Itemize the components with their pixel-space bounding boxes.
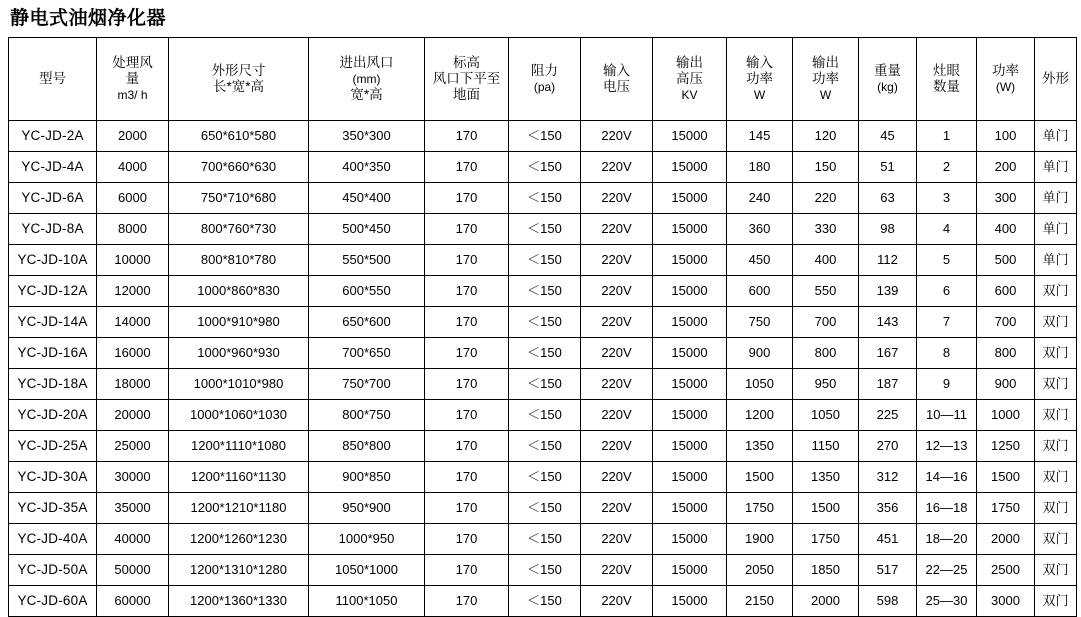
table-cell: 双门 (1035, 338, 1077, 369)
column-header-line: 标高 (453, 55, 480, 70)
table-cell: 9 (917, 369, 977, 400)
table-cell: 170 (425, 431, 509, 462)
table-row (9, 462, 1077, 493)
table-cell: 220V (581, 400, 653, 431)
table-header (9, 38, 1077, 121)
table-cell: 950 (793, 369, 859, 400)
table-cell: 1200*1110*1080 (169, 431, 309, 462)
table-cell: 15000 (653, 524, 727, 555)
table-cell: 220V (581, 431, 653, 462)
cell-model: YC-JD-50A (9, 555, 97, 586)
table-cell: 2 (917, 152, 977, 183)
cell-model: YC-JD-60A (9, 586, 97, 617)
column-header-line: 重量 (874, 63, 901, 78)
table-cell: 双门 (1035, 493, 1077, 524)
table-cell: 单门 (1035, 214, 1077, 245)
cell-model: YC-JD-2A (9, 121, 97, 152)
table-cell: 2150 (727, 586, 793, 617)
table-cell: 1150 (793, 431, 859, 462)
table-cell: 1000*860*830 (169, 276, 309, 307)
table-cell: 15000 (653, 121, 727, 152)
table-cell: 1750 (793, 524, 859, 555)
table-cell: 双门 (1035, 400, 1077, 431)
table-cell: 225 (859, 400, 917, 431)
table-cell: 220V (581, 183, 653, 214)
table-cell: ＜150 (509, 214, 581, 245)
column-header-line: 输入 (603, 63, 630, 78)
column-header-line: W (753, 88, 766, 102)
table-cell: 170 (425, 400, 509, 431)
table-cell: 10—11 (917, 400, 977, 431)
column-header-4 (425, 38, 509, 121)
table-cell: 98 (859, 214, 917, 245)
column-header-line: 外形尺寸 (211, 63, 266, 78)
table-cell: 200 (977, 152, 1035, 183)
column-header-13 (1035, 38, 1077, 121)
table-cell: 双门 (1035, 431, 1077, 462)
table-cell: 400 (793, 245, 859, 276)
table-cell: 1500 (727, 462, 793, 493)
table-cell: 15000 (653, 276, 727, 307)
table-cell: 500 (977, 245, 1035, 276)
table-cell: 800 (793, 338, 859, 369)
column-header-10 (859, 38, 917, 121)
table-cell: 8000 (97, 214, 169, 245)
column-header-line: 进出风口 (339, 55, 394, 70)
table-cell: 1750 (977, 493, 1035, 524)
table-cell: 25000 (97, 431, 169, 462)
table-row (9, 183, 1077, 214)
column-header-1 (97, 38, 169, 121)
column-header-line: 高压 (676, 71, 703, 86)
table-cell: 100 (977, 121, 1035, 152)
table-cell: 1900 (727, 524, 793, 555)
column-header-line: (mm) (352, 72, 381, 86)
table-cell: ＜150 (509, 462, 581, 493)
table-cell: 双门 (1035, 276, 1077, 307)
table-cell: 14000 (97, 307, 169, 338)
table-cell: 18—20 (917, 524, 977, 555)
table-cell: 15000 (653, 214, 727, 245)
table-cell: 60000 (97, 586, 169, 617)
table-row (9, 338, 1077, 369)
table-cell: 45 (859, 121, 917, 152)
column-header-12 (977, 38, 1035, 121)
column-header-line: 风口下平至 (432, 71, 501, 86)
table-cell: 15000 (653, 431, 727, 462)
table-cell: 1050 (727, 369, 793, 400)
table-cell: 300 (977, 183, 1035, 214)
table-cell: 1000*1010*980 (169, 369, 309, 400)
table-cell: 51 (859, 152, 917, 183)
table-row (9, 524, 1077, 555)
table-cell: 170 (425, 462, 509, 493)
table-cell: 800*810*780 (169, 245, 309, 276)
table-cell: 7 (917, 307, 977, 338)
column-header-line: 功率 (992, 63, 1019, 78)
table-row (9, 369, 1077, 400)
table-cell: ＜150 (509, 524, 581, 555)
table-cell: 220V (581, 369, 653, 400)
table-cell: 1000 (977, 400, 1035, 431)
table-cell: 750*710*680 (169, 183, 309, 214)
column-header-line: 输出 (676, 55, 703, 70)
column-header-line: 型号 (39, 71, 66, 86)
cell-model: YC-JD-30A (9, 462, 97, 493)
table-cell: 15000 (653, 338, 727, 369)
table-cell: 112 (859, 245, 917, 276)
table-cell: 170 (425, 307, 509, 338)
table-cell: 170 (425, 276, 509, 307)
table-cell: 10000 (97, 245, 169, 276)
table-cell: 14—16 (917, 462, 977, 493)
table-cell: 170 (425, 586, 509, 617)
cell-model: YC-JD-25A (9, 431, 97, 462)
table-cell: ＜150 (509, 400, 581, 431)
table-cell: 187 (859, 369, 917, 400)
table-cell: 单门 (1035, 152, 1077, 183)
table-cell: ＜150 (509, 586, 581, 617)
table-cell: ＜150 (509, 338, 581, 369)
column-header-6 (581, 38, 653, 121)
table-cell: 15000 (653, 307, 727, 338)
column-header-line: 数量 (933, 79, 960, 94)
table-cell: 15000 (653, 245, 727, 276)
table-cell: 360 (727, 214, 793, 245)
table-cell: 400*350 (309, 152, 425, 183)
table-cell: 15000 (653, 152, 727, 183)
table-cell: 120 (793, 121, 859, 152)
table-cell: 35000 (97, 493, 169, 524)
table-cell: 1100*1050 (309, 586, 425, 617)
table-cell: 12000 (97, 276, 169, 307)
table-header-row (9, 38, 1077, 121)
table-cell: 1200 (727, 400, 793, 431)
table-cell: ＜150 (509, 121, 581, 152)
table-cell: 15000 (653, 586, 727, 617)
table-cell: 400 (977, 214, 1035, 245)
table-cell: 单门 (1035, 121, 1077, 152)
table-cell: 850*800 (309, 431, 425, 462)
cell-model: YC-JD-18A (9, 369, 97, 400)
table-cell: 15000 (653, 400, 727, 431)
table-cell: 6000 (97, 183, 169, 214)
table-cell: ＜150 (509, 369, 581, 400)
cell-model: YC-JD-4A (9, 152, 97, 183)
table-cell: 1200*1160*1130 (169, 462, 309, 493)
table-cell: 517 (859, 555, 917, 586)
table-cell: 800*750 (309, 400, 425, 431)
table-cell: 5 (917, 245, 977, 276)
table-cell: 双门 (1035, 369, 1077, 400)
table-cell: 550*500 (309, 245, 425, 276)
table-cell: 145 (727, 121, 793, 152)
table-cell: 1200*1360*1330 (169, 586, 309, 617)
table-cell: 30000 (97, 462, 169, 493)
table-cell: 550 (793, 276, 859, 307)
table-cell: ＜150 (509, 493, 581, 524)
table-cell: 1000*1060*1030 (169, 400, 309, 431)
column-header-line: (W) (995, 80, 1016, 94)
table-cell: 220V (581, 307, 653, 338)
table-cell: 170 (425, 121, 509, 152)
column-header-line: 功率 (746, 71, 773, 86)
cell-model: YC-JD-40A (9, 524, 97, 555)
column-header-line: 地面 (453, 87, 480, 102)
table-cell: 900*850 (309, 462, 425, 493)
table-cell: 双门 (1035, 524, 1077, 555)
column-header-11 (917, 38, 977, 121)
table-cell: 900 (727, 338, 793, 369)
column-header-line: (kg) (877, 80, 898, 94)
column-header-5 (509, 38, 581, 121)
table-cell: ＜150 (509, 245, 581, 276)
table-cell: 双门 (1035, 555, 1077, 586)
table-cell: 15000 (653, 555, 727, 586)
table-cell: 1050*1000 (309, 555, 425, 586)
table-cell: 4000 (97, 152, 169, 183)
column-header-line: 功率 (812, 71, 839, 86)
table-cell: 220V (581, 152, 653, 183)
cell-model: YC-JD-16A (9, 338, 97, 369)
table-cell: 598 (859, 586, 917, 617)
table-cell: 350*300 (309, 121, 425, 152)
table-cell: 双门 (1035, 462, 1077, 493)
column-header-line: 外形 (1042, 71, 1069, 86)
table-cell: 2000 (793, 586, 859, 617)
table-cell: 220V (581, 462, 653, 493)
table-cell: 220V (581, 245, 653, 276)
table-cell: 单门 (1035, 183, 1077, 214)
table-cell: 1250 (977, 431, 1035, 462)
table-cell: 63 (859, 183, 917, 214)
table-cell: 双门 (1035, 307, 1077, 338)
table-row (9, 555, 1077, 586)
column-header-line: 处理风 (112, 55, 153, 70)
table-cell: 170 (425, 369, 509, 400)
table-cell: 750*700 (309, 369, 425, 400)
column-header-line: m3/ h (117, 88, 148, 102)
table-cell: 700*650 (309, 338, 425, 369)
column-header-9 (793, 38, 859, 121)
table-cell: 170 (425, 152, 509, 183)
table-cell: 1000*950 (309, 524, 425, 555)
table-cell: 1500 (977, 462, 1035, 493)
table-row (9, 121, 1077, 152)
table-row (9, 431, 1077, 462)
column-header-8 (727, 38, 793, 121)
table-cell: 240 (727, 183, 793, 214)
table-body (9, 121, 1077, 617)
table-cell: 1200*1310*1280 (169, 555, 309, 586)
column-header-line: 输出 (812, 55, 839, 70)
table-cell: 6 (917, 276, 977, 307)
column-header-0 (9, 38, 97, 121)
table-cell: 950*900 (309, 493, 425, 524)
table-cell: 700 (977, 307, 1035, 338)
table-row (9, 493, 1077, 524)
cell-model: YC-JD-35A (9, 493, 97, 524)
table-cell: 15000 (653, 493, 727, 524)
table-cell: 220V (581, 121, 653, 152)
cell-model: YC-JD-20A (9, 400, 97, 431)
table-cell: 170 (425, 555, 509, 586)
table-cell: 2500 (977, 555, 1035, 586)
table-cell: 15000 (653, 183, 727, 214)
table-cell: 50000 (97, 555, 169, 586)
table-cell: 220V (581, 586, 653, 617)
table-row (9, 276, 1077, 307)
table-cell: 500*450 (309, 214, 425, 245)
table-cell: 1750 (727, 493, 793, 524)
table-cell: 800 (977, 338, 1035, 369)
table-cell: 220 (793, 183, 859, 214)
table-cell: 700 (793, 307, 859, 338)
table-cell: 143 (859, 307, 917, 338)
column-header-line: W (819, 88, 832, 102)
table-cell: 800*760*730 (169, 214, 309, 245)
table-cell: 20000 (97, 400, 169, 431)
column-header-line: 输入 (746, 55, 773, 70)
table-cell: ＜150 (509, 307, 581, 338)
table-cell: 170 (425, 493, 509, 524)
table-cell: 170 (425, 214, 509, 245)
table-cell: 3000 (977, 586, 1035, 617)
table-cell: 1050 (793, 400, 859, 431)
table-row (9, 152, 1077, 183)
table-cell: 167 (859, 338, 917, 369)
table-cell: ＜150 (509, 431, 581, 462)
table-row (9, 400, 1077, 431)
cell-model: YC-JD-10A (9, 245, 97, 276)
table-cell: 600*550 (309, 276, 425, 307)
table-cell: 2050 (727, 555, 793, 586)
cell-model: YC-JD-14A (9, 307, 97, 338)
table-cell: 18000 (97, 369, 169, 400)
table-cell: 170 (425, 524, 509, 555)
table-cell: 450*400 (309, 183, 425, 214)
table-cell: 220V (581, 524, 653, 555)
table-cell: ＜150 (509, 276, 581, 307)
column-header-line: 宽*高 (350, 87, 383, 102)
column-header-7 (653, 38, 727, 121)
table-cell: 2000 (97, 121, 169, 152)
table-cell: 3 (917, 183, 977, 214)
table-row (9, 214, 1077, 245)
column-header-line: 电压 (603, 79, 630, 94)
table-cell: ＜150 (509, 152, 581, 183)
table-cell: 170 (425, 183, 509, 214)
column-header-line: 阻力 (531, 63, 558, 78)
table-row (9, 245, 1077, 276)
column-header-line: KV (681, 88, 698, 102)
table-cell: 600 (977, 276, 1035, 307)
table-cell: ＜150 (509, 183, 581, 214)
table-cell: 16000 (97, 338, 169, 369)
table-cell: 900 (977, 369, 1035, 400)
table-cell: 650*600 (309, 307, 425, 338)
table-cell: 25—30 (917, 586, 977, 617)
table-cell: 1 (917, 121, 977, 152)
table-cell: 220V (581, 338, 653, 369)
table-cell: 1200*1260*1230 (169, 524, 309, 555)
cell-model: YC-JD-12A (9, 276, 97, 307)
table-cell: 15000 (653, 369, 727, 400)
table-cell: 1350 (727, 431, 793, 462)
table-cell: 双门 (1035, 586, 1077, 617)
page-title: 静电式油烟净化器 (10, 8, 167, 29)
table-cell: 15000 (653, 462, 727, 493)
table-cell: 312 (859, 462, 917, 493)
table-cell: 450 (727, 245, 793, 276)
specification-table (8, 37, 1077, 617)
column-header-line: 量 (125, 71, 140, 86)
table-cell: 1350 (793, 462, 859, 493)
table-cell: 4 (917, 214, 977, 245)
table-cell: 1000*960*930 (169, 338, 309, 369)
table-cell: 1500 (793, 493, 859, 524)
table-cell: 220V (581, 493, 653, 524)
table-cell: ＜150 (509, 555, 581, 586)
table-cell: 270 (859, 431, 917, 462)
table-row (9, 586, 1077, 617)
table-cell: 330 (793, 214, 859, 245)
table-cell: 16—18 (917, 493, 977, 524)
column-header-3 (309, 38, 425, 121)
column-header-line: 灶眼 (933, 63, 960, 78)
table-cell: 650*610*580 (169, 121, 309, 152)
table-cell: 451 (859, 524, 917, 555)
table-row (9, 307, 1077, 338)
table-cell: 356 (859, 493, 917, 524)
table-cell: 单门 (1035, 245, 1077, 276)
table-cell: 1850 (793, 555, 859, 586)
table-cell: 2000 (977, 524, 1035, 555)
table-cell: 750 (727, 307, 793, 338)
table-cell: 220V (581, 214, 653, 245)
column-header-line: 长*宽*高 (212, 79, 264, 94)
column-header-line: (pa) (533, 80, 556, 94)
table-cell: 150 (793, 152, 859, 183)
table-cell: 40000 (97, 524, 169, 555)
table-cell: 8 (917, 338, 977, 369)
table-cell: 1200*1210*1180 (169, 493, 309, 524)
table-cell: 170 (425, 245, 509, 276)
table-cell: 220V (581, 276, 653, 307)
table-cell: 22—25 (917, 555, 977, 586)
cell-model: YC-JD-6A (9, 183, 97, 214)
table-cell: 170 (425, 338, 509, 369)
table-cell: 700*660*630 (169, 152, 309, 183)
table-cell: 139 (859, 276, 917, 307)
table-cell: 1000*910*980 (169, 307, 309, 338)
cell-model: YC-JD-8A (9, 214, 97, 245)
table-cell: 180 (727, 152, 793, 183)
table-cell: 600 (727, 276, 793, 307)
column-header-2 (169, 38, 309, 121)
table-cell: 12—13 (917, 431, 977, 462)
table-cell: 220V (581, 555, 653, 586)
